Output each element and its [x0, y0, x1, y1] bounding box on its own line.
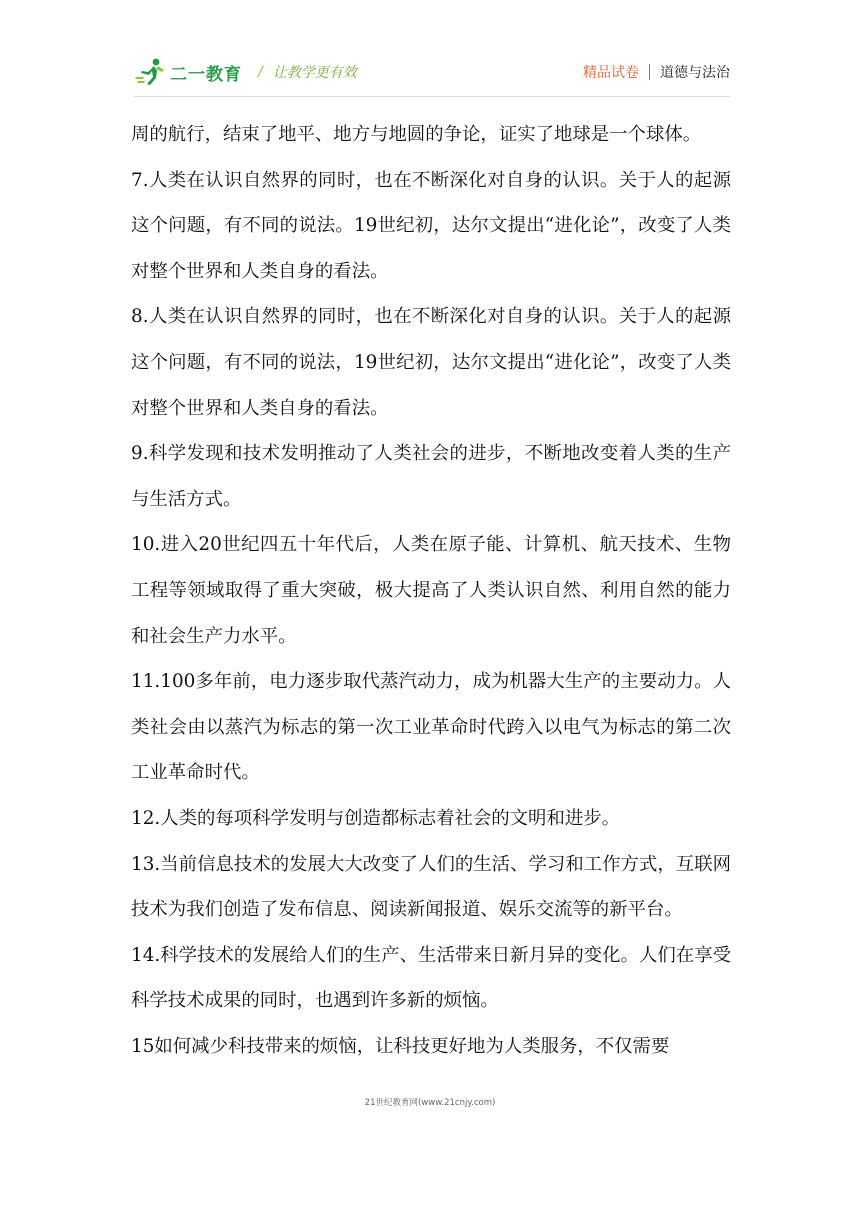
- paragraph-item-13: 13.当前信息技术的发展大大改变了人们的生活、学习和工作方式，互联网技术为我们创造了发布信息、阅读新闻报道、娱乐交流等的新平台。: [131, 853, 731, 921]
- paragraph-item-7: 7.人类在认识自然界的同时，也在不断深化对自身的认识。关于人的起源这个问题，有不同的说法。19世纪初，达尔文提出“进化论”，改变了人类对整个世界和人类自身的看法。: [131, 169, 731, 282]
- paragraph-item-11: 11.100多年前，电力逐步取代蒸汽动力，成为机器大生产的主要动力。人类社会由以蒸汽为标志的第一次工业革命时代跨入以电气为标志的第二次工业革命时代。: [131, 671, 731, 784]
- brand-logo[interactable]: [134, 56, 357, 88]
- document-body: [131, 112, 731, 1069]
- page-footer: 21世纪教育网(www.21cnjy.com): [364, 1098, 496, 1108]
- paragraph-continued: 周的航行，结束了地平、地方与地圆的争论，证实了地球是一个球体。: [131, 124, 702, 145]
- premium-tag: 精品试卷: [583, 65, 639, 81]
- slogan-separator: /: [258, 64, 263, 80]
- subject-label: 道德与法治: [660, 65, 730, 81]
- paragraph-item-15: 15如何减少科技带来的烦恼，让科技更好地为人类服务，不仅需要: [131, 1035, 670, 1057]
- header-divider: [649, 64, 650, 80]
- page-header: [134, 52, 730, 92]
- header-right: [583, 62, 730, 82]
- running-person-logo-icon: [134, 57, 168, 87]
- logo-text: 二一教育: [170, 64, 242, 85]
- slogan: 让教学更有效: [272, 65, 357, 81]
- paragraph-item-14: 14.科学技术的发展给人们的生产、生活带来日新月异的变化。人们在享受科学技术成果的同时，也遇到许多新的烦恼。: [131, 944, 731, 1012]
- paragraph-item-12: 12.人类的每项科学发明与创造都标志着社会的文明和进步。: [131, 807, 621, 829]
- paragraph-item-10: 10.进入20世纪四五十年代后，人类在原子能、计算机、航天技术、生物工程等领域取得了重大突破，极大提高了人类认识自然、利用自然的能力和社会生产力水平。: [131, 534, 731, 647]
- paragraph-item-8: 8.人类在认识自然界的同时，也在不断深化对自身的认识。关于人的起源这个问题，有不同的说法，19世纪初，达尔文提出“进化论”，改变了人类对整个世界和人类自身的看法。: [131, 306, 731, 419]
- paragraph-item-9: 9.科学发现和技术发明推动了人类社会的进步，不断地改变着人类的生产与生活方式。: [131, 443, 731, 510]
- header-rule: [134, 96, 730, 97]
